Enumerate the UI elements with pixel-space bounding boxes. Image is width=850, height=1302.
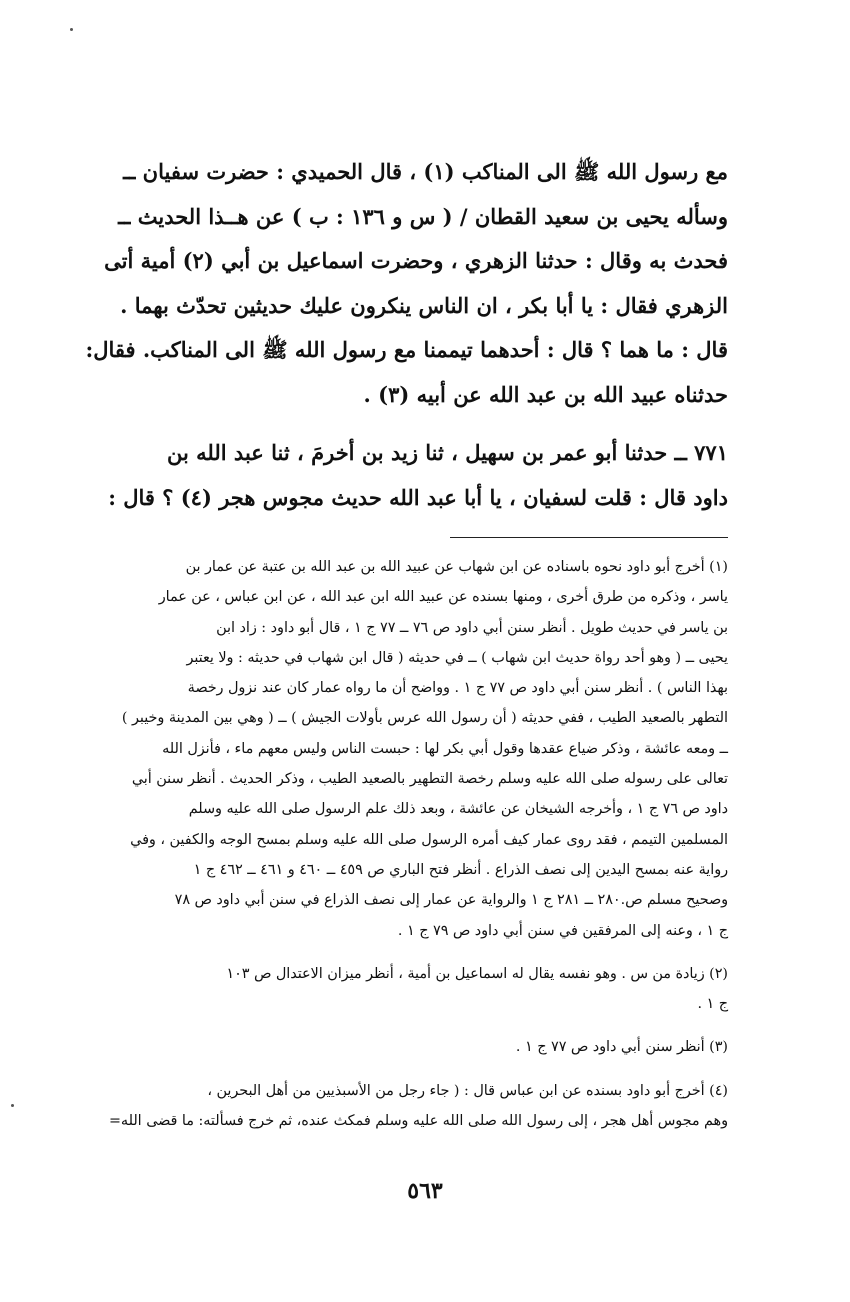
footnote-line: داود ص ٧٦ ج ١ ، وأخرجه الشيخان عن عائشة ، وبعد ذلك علم الرسول صلى الله عليه وسلم	[188, 801, 728, 818]
footnote-line: ــ ومعه عائشة ، وذكر ضياع عقدها وقول أبي بكر لها : حبست الناس وليس معهم ماء ، فأنزل الله	[162, 740, 728, 757]
main-text-line: داود قال : قلت لسفيان ، يا أبا عبد الله حديث مجوس هجر (٤) ؟ قال :	[108, 484, 728, 510]
footnote-line: يحيى ــ ( وهو أحد رواة حديث ابن شهاب ) ــ في حديثه ( قال ابن شهاب في حديثه : ولا يعتبر	[186, 649, 728, 666]
footnote-line: المسلمين التيمم ، فقد روى عمار كيف أمره الرسول صلى الله عليه وسلم بمسح الوجه والكفين ، وفي	[130, 831, 728, 848]
footnote-line: ج ١ .	[697, 996, 728, 1013]
footnote-line: (٤) أخرج أبو داود بسنده عن ابن عباس قال : ( جاء رجل من الأسبذيين من أهل البحرين ،	[207, 1082, 728, 1099]
footnote-4	[52, 1076, 728, 1137]
main-text-line: قال : ما هما ؟ قال : أحدهما تيممنا مع رسول الله ﷺ الى المناكب. فقال:	[85, 337, 728, 362]
footnote-line: وصحيح مسلم ص.٢٨٠ ــ ٢٨١ ج ١ والرواية عن عمار إلى نصف الذراع في سنن أبي داود ص ٧٨	[174, 892, 728, 909]
footnote-1	[52, 552, 728, 946]
hadith-771-line: ٧٧١ ــ حدثنا أبو عمر بن سهيل ، ثنا زيد بن أخرمَ ، ثنا عبد الله بن	[167, 440, 728, 465]
footnote-line: (٣) أنظر سنن أبي داود ص ٧٧ ج ١ .	[515, 1039, 728, 1056]
main-text-line: الزهري فقال : يا أبا بكر ، ان الناس ينكرون عليك حديثين تحدّث بهما .	[120, 292, 728, 318]
main-text-line: مع رسول الله ﷺ الى المناكب (١) ، قال الحميدي : حضرت سفيان ــ	[123, 159, 728, 184]
footnote-line: رواية عنه بمسح اليدين إلى نصف الذراع . أنظر فتح الباري ص ٤٥٩ ــ ٤٦٠ و ٤٦١ ــ ٤٦٢ ج ١	[193, 861, 728, 878]
scan-speck	[70, 28, 73, 31]
footnote-line: التطهر بالصعيد الطيب ، ففي حديثه ( أن رسول الله عرس بأولات الجيش ) ــ ( وهي بين المدينة وخيبر )	[121, 710, 728, 727]
page-number: ٥٦٣	[407, 1178, 443, 1204]
footnote-line: ياسر ، وذكره من طرق أخرى ، ومنها بسنده عن عبيد الله ابن عبد الله ، عن ابن عباس ، عن عمار	[158, 589, 728, 606]
footnote-line: بهذا الناس ) . أنظر سنن أبي داود ص ٧٧ ج ١ . وواضح أن ما رواه عمار كان عند نزول رخصة	[187, 680, 728, 697]
footnote-line: تعالى على رسوله صلى الله عليه وسلم رخصة التطهير بالصعيد الطيب ، وذكر الحديث . أنظر سنن أبي	[131, 771, 728, 788]
main-text-line: وسأله يحيى بن سعيد القطان / ( س و ١٣٦ : ب ) عن هــذا الحديث ــ	[118, 203, 728, 229]
footnote-line: ج ١ ، وعنه إلى المرفقين في سنن أبي داود ص ٧٩ ج ١ .	[397, 922, 728, 939]
main-text-line: حدثناه عبيد الله بن عبد الله عن أبيه (٣) .	[363, 381, 728, 407]
footnote-line: وهم مجوس أهل هجر ، إلى رسول الله صلى الله عليه وسلم فمكث عنده، ثم خرج فسألته: ما قضى الله=	[108, 1113, 728, 1130]
footnotes	[52, 552, 728, 1136]
footnote-3	[52, 1032, 728, 1062]
footnote-2	[52, 959, 728, 1020]
footnote-separator	[450, 537, 728, 538]
footnote-line: بن ياسر في حديث طويل . أنظر سنن أبي داود ص ٧٦ ــ ٧٧ ج ١ ، قال أبو داود : زاد ابن	[216, 619, 728, 636]
scan-speck	[11, 1104, 14, 1107]
main-text	[58, 150, 728, 520]
footnote-line: (١) أخرج أبو داود نحوه باسناده عن ابن شهاب عن عبيد الله بن عبد الله بن عتبة عن عمار بن	[185, 559, 728, 575]
footnote-line: (٢) زيادة من س . وهو نفسه يقال له اسماعيل بن أمية ، أنظر ميزان الاعتدال ص ١٠٣	[226, 965, 728, 982]
main-text-line: فحدث به وقال : حدثنا الزهري ، وحضرت اسماعيل بن أبي (٢) أمية أتى	[104, 248, 728, 273]
